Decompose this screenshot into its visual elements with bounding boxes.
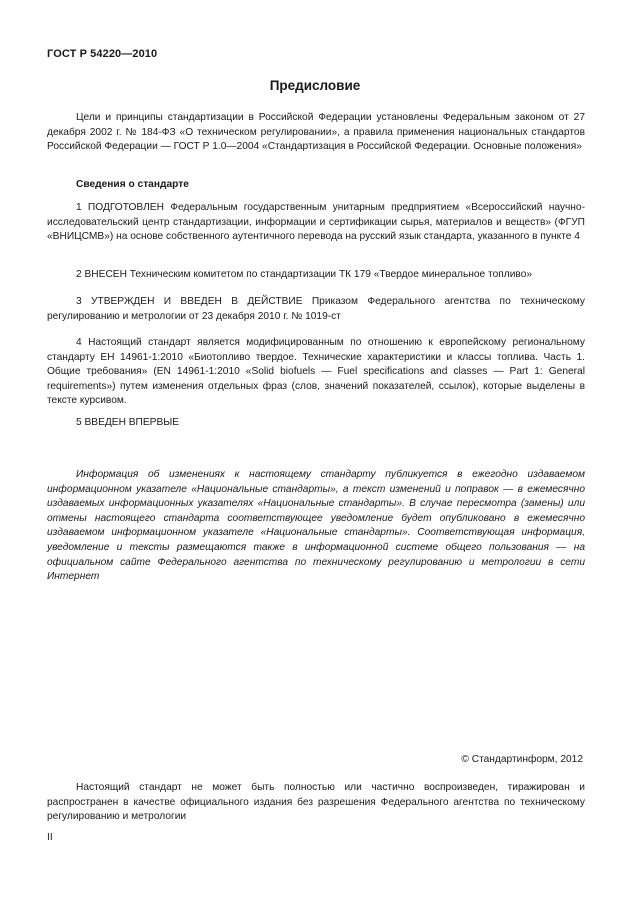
reproduction-text: Настоящий стандарт не может быть полностью или частично воспроизведен, тиражирован и распространен в качестве официального издания без разрешения Федерального агентства по техническому регулированию и метрологии	[47, 782, 585, 823]
reproduction-notice	[47, 781, 585, 825]
page-number: II	[47, 832, 53, 843]
item-1	[47, 201, 585, 245]
info-heading	[47, 178, 585, 193]
copyright: © Стандартинформ, 2012	[461, 754, 583, 765]
intro-text: Цели и принципы стандартизации в Российской Федерации установлены Федеральным законом от 27 декабря 2002 г. № 184-ФЗ «О техническом регулировании», а правила применения национальных стандартов Российской Федерации — ГОСТ Р 1.0—2004 «Стандартизация в Российской Федерации. Основные положения»	[47, 112, 585, 153]
item-1-text: 1 ПОДГОТОВЛЕН Федеральным государственным унитарным предприятием «Всероссийский научно-исследовательский центр стандартизации, информации и сертификации сырья, материалов и веществ» (ФГУП «ВНИЦСМВ») на основе собственного аутентичного перевода на русский язык стандарта, указанного в пункте 4	[47, 202, 585, 243]
item-2	[47, 268, 585, 283]
item-3-text: 3 УТВЕРЖДЕН И ВВЕДЕН В ДЕЙСТВИЕ Приказом Федерального агентства по техническому регулированию и метрологии от 23 декабря 2010 г. № 1019-ст	[47, 296, 585, 322]
item-4-text: 4 Настоящий стандарт является модифицированным по отношению к европейскому региональному стандарту ЕН 14961-1:2010 «Биотопливо твердое. Технические характеристики и классы топлива. Часть 1. Общие требования» (EN 14961-1:2010 «Solid biofuels — Fuel specifications and classes — Part 1: General requirements») путем изменения отдельных фраз (слов, значений показателей, ссылок), которые выделены в тексте курсивом.	[47, 337, 585, 407]
document-code: ГОСТ Р 54220—2010	[47, 48, 158, 60]
item-3	[47, 295, 585, 324]
info-heading-text: Сведения о стандарте	[76, 179, 189, 190]
notice-text: Информация об изменениях к настоящему стандарту публикуется в ежегодно издаваемом информационном указателе «Национальные стандарты», а текст изменений и поправок — в ежемесячно издаваемых информационных указателях «Национальные стандарты». В случае пересмотра (замены) или отмены настоящего стандарта соответствующее уведомление будет опубликовано в ежемесячно издаваемом информационном указателе «Национальные стандарты». Соответствующая информация, уведомление и тексты размещаются также в информационной системе общего пользования — на официальном сайте Федерального агентства по техническому регулированию и метрологии в сети Интернет	[47, 469, 585, 583]
page-title: Предисловие	[269, 78, 361, 93]
item-5	[47, 416, 585, 431]
intro-paragraph	[47, 111, 585, 155]
item-2-text: 2 ВНЕСЕН Техническим комитетом по стандартизации ТК 179 «Твердое минеральное топливо»	[76, 269, 533, 280]
item-5-text: 5 ВВЕДЕН ВПЕРВЫЕ	[76, 417, 180, 428]
item-4	[47, 336, 585, 409]
notice-paragraph	[47, 468, 585, 585]
